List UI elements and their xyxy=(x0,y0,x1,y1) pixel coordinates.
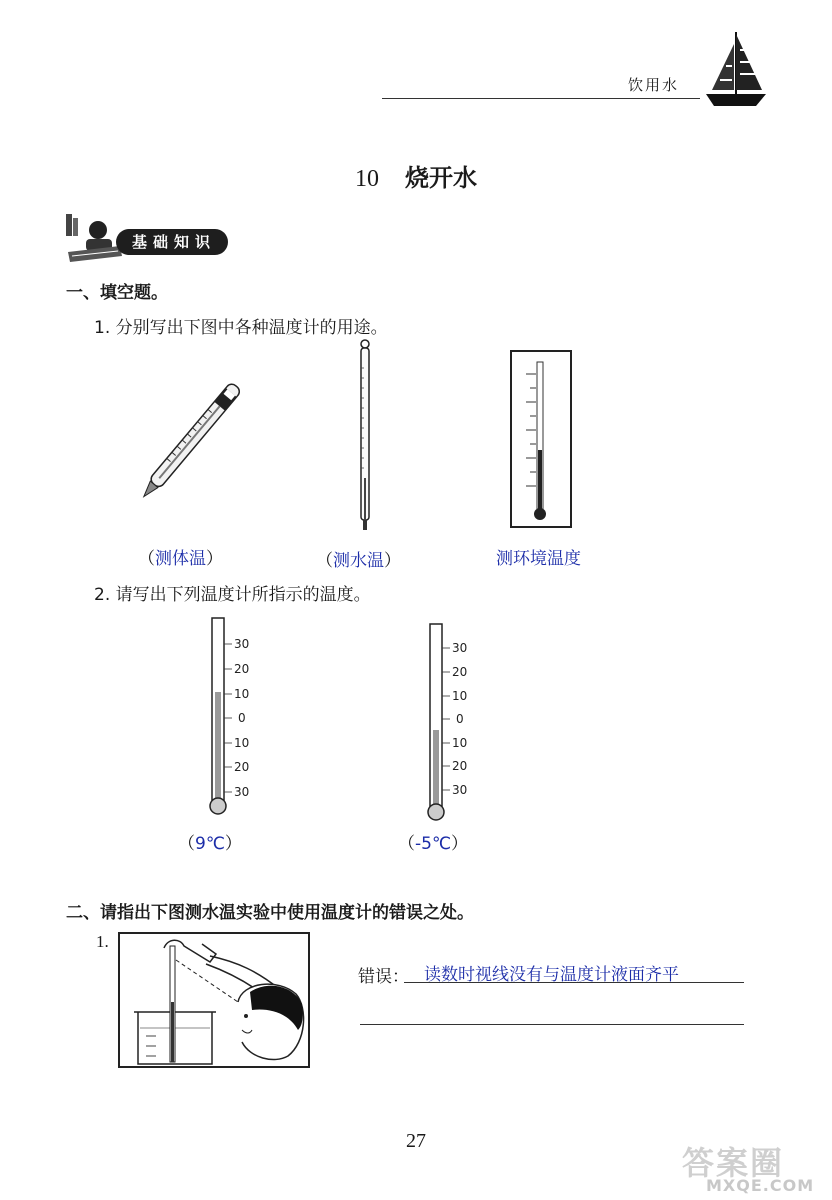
q1-prompt: 1. 分别写出下图中各种温度计的用途。 xyxy=(94,318,388,338)
lesson-name: 烧开水 xyxy=(405,164,477,192)
error-label: 错误： xyxy=(358,967,409,987)
scale2-label-30-bottom: 30 xyxy=(452,783,468,797)
reading-1-bracket: （9℃） xyxy=(178,834,242,854)
scale2-label-20-bottom: 20 xyxy=(452,759,468,773)
scale1-label-10-top: 10 xyxy=(234,687,250,701)
scale1-label-10-bottom: 10 xyxy=(234,736,250,750)
watermark: 答案圈 xyxy=(682,1144,785,1182)
answer-2: 测水温 xyxy=(333,551,384,571)
q2-prompt: 2. 请写出下列温度计所指示的温度。 xyxy=(94,585,371,605)
scale-thermometer-2 xyxy=(414,620,484,826)
answer-2-bracket: （测水温） xyxy=(316,551,401,571)
scale1-label-20-top: 20 xyxy=(234,662,250,676)
reading-1-answer: 9℃ xyxy=(195,834,225,854)
answer-3: 测环境温度 xyxy=(496,549,581,569)
lesson-number: 10 xyxy=(355,166,379,192)
reading-2-answer: -5℃ xyxy=(415,834,452,854)
part2-item-number: 1. xyxy=(96,932,109,951)
reading-2-bracket: （-5℃） xyxy=(398,834,469,854)
scale2-label-30-top: 30 xyxy=(452,641,468,655)
page-number: 27 xyxy=(406,1130,426,1152)
clinical-thermometer-image xyxy=(130,370,264,502)
answer-line-2 xyxy=(360,1024,744,1025)
scale2-label-0: 0 xyxy=(456,712,464,726)
basic-knowledge-badge: 基础知识 xyxy=(116,229,228,255)
answer-1: 测体温 xyxy=(155,549,206,569)
scale2-label-10-bottom: 10 xyxy=(452,736,468,750)
lab-thermometer-image xyxy=(352,338,378,534)
sailboat-icon xyxy=(700,28,772,114)
header-rule xyxy=(382,98,700,99)
answer-1-bracket: （测体温） xyxy=(138,549,223,569)
part2-heading: 二、请指出下图测水温实验中使用温度计的错误之处。 xyxy=(66,903,474,923)
answer-line-1 xyxy=(404,982,744,983)
section-title: 饮用水 xyxy=(628,76,680,94)
scale1-label-20-bottom: 20 xyxy=(234,760,250,774)
scale2-label-10-top: 10 xyxy=(452,689,468,703)
part1-heading: 一、填空题。 xyxy=(66,283,168,303)
scale1-label-30-top: 30 xyxy=(234,637,250,651)
scale1-label-30-bottom: 30 xyxy=(234,785,250,799)
error-answer: 读数时视线没有与温度计液面齐平 xyxy=(424,965,679,985)
experiment-illustration xyxy=(118,932,310,1068)
watermark-url: MXQE.COM xyxy=(706,1176,815,1195)
scale-thermometer-1 xyxy=(196,614,266,820)
scale2-label-20-top: 20 xyxy=(452,665,468,679)
lesson-title xyxy=(0,158,832,193)
room-thermometer-image xyxy=(510,350,572,528)
scale1-label-0: 0 xyxy=(238,711,246,725)
